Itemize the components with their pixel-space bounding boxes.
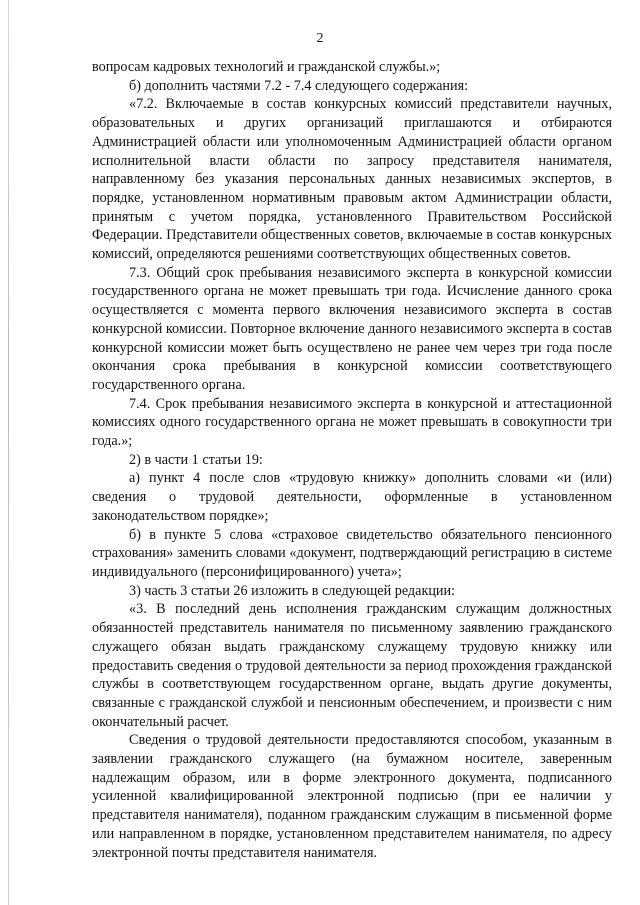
paragraph-part-3: «3. В последний день исполнения гражданским служащим должностных обязанностей представитель нанимателя по письменному заявлению гражданского служащего обязан выдать гражданскому служащему трудовую книжку или предоставить сведения о трудовой деятельности за период прохождения гражданской службы в соответствующем государственном органе, выдать другие документы, связанные с гражданской службой и пенсионным обеспечением, и произвести с ним окончательный расчет. (92, 601, 612, 730)
paragraph-item-2: 2) в части 1 статьи 19: (129, 451, 263, 468)
paragraph-part-7-3: 7.3. Общий срок пребывания независимого эксперта в конкурсной комиссии государственного органа не может превышать три года. Исчисление данного срока осуществляется с момента первого включения независимого эксперта в состав конкурсной комиссии. Повторное включение данного независимого эксперта в состав конкурсной комиссии может быть осуществлено не ранее чем через три года после окончания срока пребывания в конкурсной комиссии соответствующего государственного органа. (92, 264, 612, 393)
paragraph-part-7-2: «7.2. Включаемые в состав конкурсных комиссий представители научных, образовательных и других организаций приглашаются и отбираются Администрацией области или уполномоченным Администрацией области органом исполнительной власти области по запросу представителя нанимателя, направленному без указания персональных данных независимых экспертов, в порядке, установленном нормативным правовым актом Администрации области, принятым с учетом порядка, установленного Правительством Российской Федерации. Представители общественных советов, включаемые в состав конкурсных комиссий, определяются решениями соответствующих общественных советов. (92, 96, 612, 263)
scan-edge-line (8, 0, 9, 905)
paragraph-part-7-4: 7.4. Срок пребывания независимого эксперта в конкурсной и аттестационной комиссиях одного государственного органа не может превышать в совокупности три года.»; (92, 395, 612, 450)
paragraph-item-b: б) дополнить частями 7.2 - 7.4 следующего содержания: (129, 77, 469, 94)
paragraph-subitem-a: а) пункт 4 после слов «трудовую книжку» дополнить словами «и (или) сведения о трудовой деятельности, оформленные в установленном законодательством порядке»; (92, 470, 612, 524)
page-number: 2 (316, 31, 324, 46)
paragraph-continuation: вопросам кадровых технологий и гражданской службы.»; (92, 59, 441, 75)
paragraph-item-3: 3) часть 3 статьи 26 изложить в следующей редакции: (129, 582, 456, 599)
paragraph-subitem-b: б) в пункте 5 слова «страховое свидетельство обязательного пенсионного страхования» заменить словами «документ, подтверждающий регистрацию в системе индивидуального (персонифицированного) учета»; (92, 526, 612, 580)
document-body (92, 58, 612, 862)
paragraph-employment-info: Сведения о трудовой деятельности предоставляются способом, указанным в заявлении гражданского служащего (на бумажном носителе, заверенным надлежащим образом, или в форме электронного документа, подписанного усиленной квалифицированной электронной подписью (при ее наличии у представителя нанимателя), поданном гражданским служащим в письменной форме или направленном в порядке, установленном представителем нанимателя, по адресу электронной почты представителя нанимателя. (92, 732, 612, 861)
